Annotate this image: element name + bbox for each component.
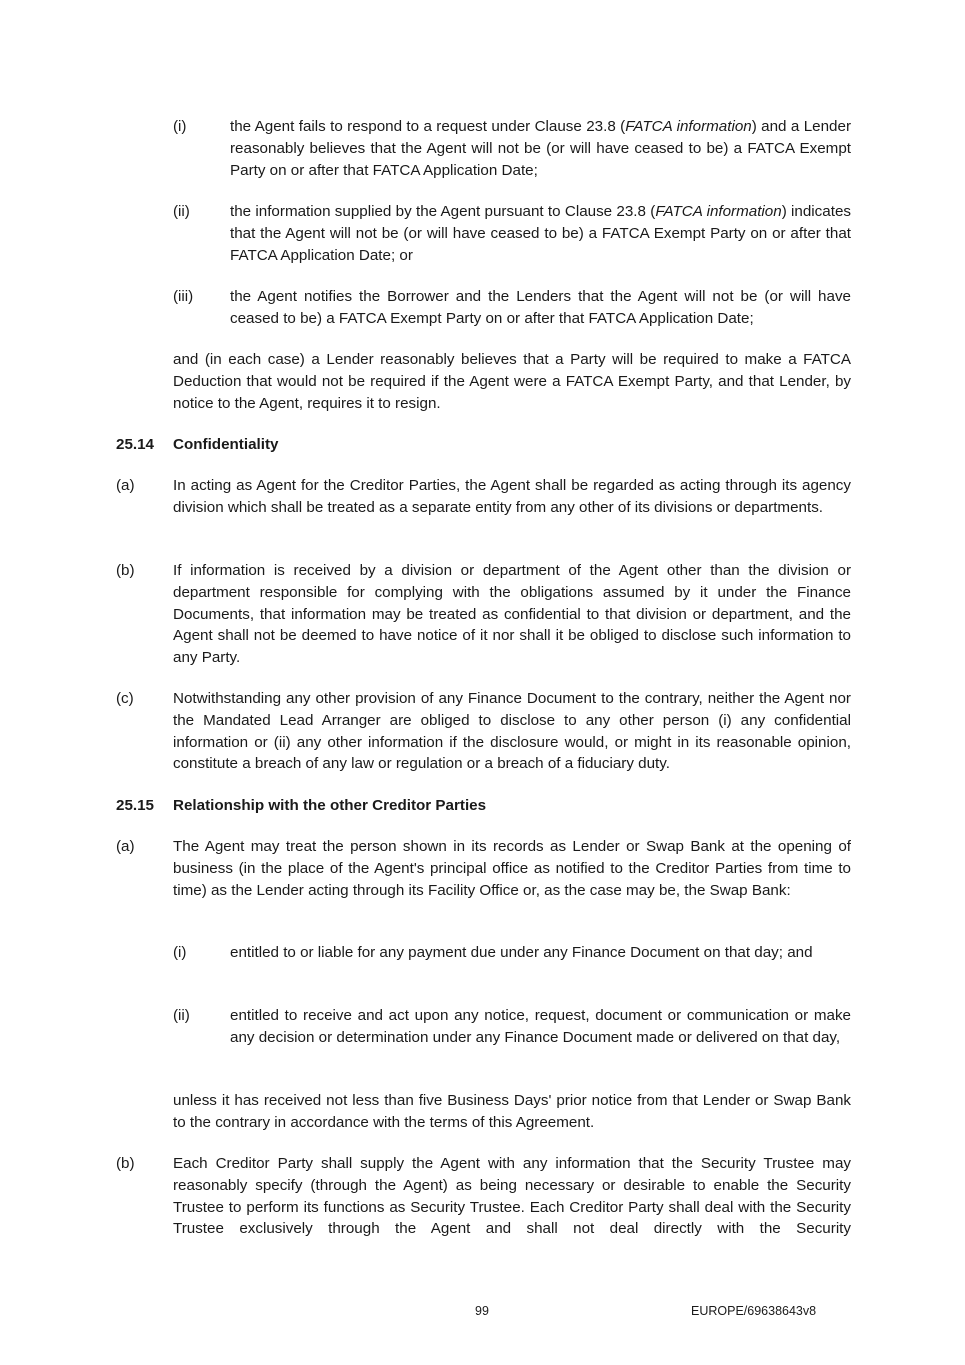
list-item-text: entitled to receive and act upon any notice, request, document or communication or make any decision or determination under any Finance Document made or delivered on that day, (230, 1007, 851, 1046)
section-number: 25.14 (116, 436, 155, 453)
list-item-text: Notwithstanding any other provision of any Finance Document to the contrary, neither the Agent nor the Mandated Lead Arranger are obliged to disclose to any other person (i) any confidential information or (ii) any other information if the disclosure would, or might in its reasonable opinion, constitute a breach of any law or regulation or a breach of a fiduciary duty. (173, 690, 851, 773)
document-reference: EUROPE/69638643v8 (691, 1304, 817, 1318)
list-marker: (iii) (173, 288, 194, 305)
list-item-text: the Agent notifies the Borrower and the Lenders that the Agent will not be (or will have ceased to be) a FATCA Exempt Party on or after that FATCA Application Date; (230, 288, 851, 327)
page-number: 99 (475, 1304, 489, 1318)
paragraph: and (in each case) a Lender reasonably believes that a Party will be required to make a FATCA Deduction that would not be required if the Agent were a FATCA Exempt Party, and that Lender, by notice to the Agent, requires it to resign. (173, 351, 851, 412)
list-item-text: In acting as Agent for the Creditor Parties, the Agent shall be regarded as acting through its agency division which shall be treated as a separate entity from any other of its divisions or departments. (173, 477, 851, 516)
paragraph: unless it has received not less than five Business Days' prior notice from that Lender or Swap Bank to the contrary in accordance with the terms of this Agreement. (173, 1092, 851, 1131)
list-item-text: The Agent may treat the person shown in its records as Lender or Swap Bank at the opening of business (in the place of the Agent's principal office as notified to the Creditor Parties from time to time) as the Lender acting through its Facility Office or, as the case may be, the Swap Bank: (173, 838, 851, 899)
list-item-text: the Agent fails to respond to a request under Clause 23.8 (FATCA information) and a Lender reasonably believes that the Agent will not be (or will have ceased to be) a FATCA Exempt Party on or after that FATCA Application Date; (230, 118, 851, 179)
list-marker: (ii) (173, 203, 190, 220)
section-title: Relationship with the other Creditor Parties (173, 797, 487, 814)
list-item-text: entitled to or liable for any payment due under any Finance Document on that day; and (230, 944, 813, 961)
section-title: Confidentiality (173, 436, 279, 453)
list-marker: (c) (116, 690, 134, 707)
list-item-text: Each Creditor Party shall supply the Agent with any information that the Security Trustee may reasonably specify (through the Agent) as being necessary or desirable to enable the Security Trustee to perform its functions as Security Trustee. Each Creditor Party shall deal with the Security Trustee exclusively through the Agent and shall not deal directly with the Security (173, 1155, 851, 1238)
list-marker: (i) (173, 944, 187, 961)
list-marker: (b) (116, 562, 135, 579)
section-number: 25.15 (116, 797, 155, 814)
list-marker: (ii) (173, 1007, 190, 1024)
list-marker: (a) (116, 838, 135, 855)
list-item-text: the information supplied by the Agent pursuant to Clause 23.8 (FATCA information) indicates that the Agent will not be (or will have ceased to be) a FATCA Exempt Party on or after that FATCA Application Date; or (230, 203, 851, 264)
list-marker: (b) (116, 1155, 135, 1172)
list-marker: (a) (116, 477, 135, 494)
list-marker: (i) (173, 118, 187, 135)
list-item-text: If information is received by a division or department of the Agent other than the division or department responsible for complying with the obligations assumed by it under the Finance Documents, that information may be treated as confidential to that division or department, and the Agent shall not be deemed to have notice of it nor shall it be obliged to disclose such information to any Party. (173, 562, 851, 667)
